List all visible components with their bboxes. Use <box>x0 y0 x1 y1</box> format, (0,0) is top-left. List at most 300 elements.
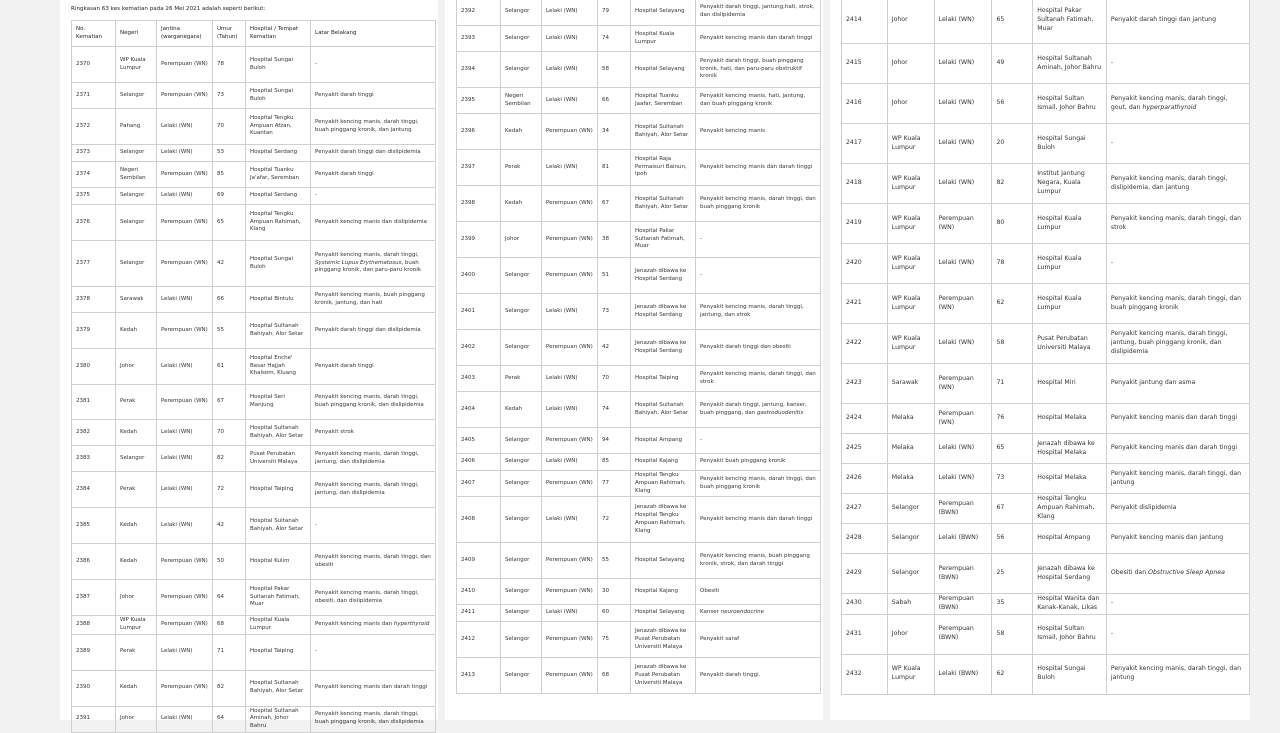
hospital-cell: Hospital Ampang <box>1033 524 1107 554</box>
background-cell: Penyakit darah tinggi dan obesiti <box>696 330 821 366</box>
background-cell: Penyakit kencing manis, darah tinggi, obesiti, dan dislipidemia <box>311 580 436 616</box>
state-cell: Selangor <box>116 188 157 205</box>
gender-cell: Lelaki (WN) <box>157 508 213 544</box>
background-cell <box>1106 84 1249 124</box>
case-number-cell: 2431 <box>842 614 888 654</box>
state-cell: Kedah <box>116 670 157 706</box>
table-row <box>72 420 436 446</box>
background-cell <box>311 616 436 635</box>
gender-cell: Lelaki (WN) <box>157 472 213 508</box>
background-cell: Penyakit darah tinggi <box>311 162 436 188</box>
hospital-cell: Hospital Ampang <box>631 428 696 454</box>
state-cell: Kedah <box>501 392 542 428</box>
table-row <box>72 634 436 670</box>
background-cell: - <box>311 634 436 670</box>
hospital-cell: Hospital Selayang <box>631 605 696 622</box>
table-row <box>72 508 436 544</box>
table-row <box>457 366 821 392</box>
gender-cell: Lelaki (WN) <box>542 0 598 26</box>
table-row <box>842 84 1250 124</box>
age-cell: 76 <box>992 404 1033 434</box>
hospital-cell: Hospital Wanita dan Kanak-Kanak, Likas <box>1033 594 1107 615</box>
gender-cell: Lelaki (WN) <box>157 109 213 145</box>
gender-cell: Lelaki (WN) <box>934 164 992 204</box>
table-row <box>457 579 821 605</box>
age-cell: 80 <box>992 204 1033 244</box>
age-cell: 82 <box>213 446 246 472</box>
hospital-cell: Hospital Melaka <box>1033 404 1107 434</box>
hospital-cell: Hospital Kuala Lumpur <box>1033 244 1107 284</box>
gender-cell: Lelaki (WN) <box>934 434 992 464</box>
case-number-cell: 2378 <box>72 287 116 313</box>
hospital-cell: Hospital Taiping <box>246 472 311 508</box>
background-cell: - <box>1106 614 1249 654</box>
table-row <box>842 554 1250 594</box>
case-number-cell: 2425 <box>842 434 888 464</box>
background-cell: Penyakit strok <box>311 420 436 446</box>
case-number-cell: 2389 <box>72 634 116 670</box>
hospital-cell: Hospital Miri <box>1033 364 1107 404</box>
hospital-cell: Hospital Kuala Lumpur <box>1033 284 1107 324</box>
age-cell: 55 <box>213 313 246 349</box>
age-cell: 73 <box>213 83 246 109</box>
text-segment: Penyakit kencing manis, darah tinggi, gout, dan <box>1110 94 1228 111</box>
state-cell: Selangor <box>887 524 934 554</box>
age-cell: 51 <box>598 258 631 294</box>
state-cell: Selangor <box>116 145 157 162</box>
state-cell: Selangor <box>501 579 542 605</box>
age-cell: 67 <box>598 186 631 222</box>
state-cell: Kedah <box>116 508 157 544</box>
table-row <box>72 162 436 188</box>
hospital-cell: Jenazah dibawa ke Hospital Serdang <box>1033 554 1107 594</box>
gender-cell: Perempuan (WN) <box>542 471 598 497</box>
background-cell: Penyakit kencing manis dan darah tinggi <box>696 26 821 52</box>
background-cell: Penyakit kencing manis, darah tinggi, jantung, dan strok <box>696 294 821 330</box>
case-number-cell: 2408 <box>457 497 501 543</box>
hospital-cell: Hospital Sultanah Bahiyah, Alor Setar <box>246 670 311 706</box>
table-row <box>457 543 821 579</box>
state-cell: Johor <box>116 580 157 616</box>
age-cell: 71 <box>213 634 246 670</box>
case-number-cell: 2377 <box>72 241 116 287</box>
state-cell: Selangor <box>501 0 542 26</box>
gender-cell: Perempuan (WN) <box>157 385 213 420</box>
case-number-cell: 2379 <box>72 313 116 349</box>
gender-cell: Perempuan (WN) <box>157 580 213 616</box>
gender-cell: Perempuan (WN) <box>934 404 992 434</box>
state-cell: Johor <box>116 706 157 732</box>
table-row <box>72 349 436 385</box>
gender-cell: Perempuan (BWN) <box>934 594 992 615</box>
gender-cell: Perempuan (WN) <box>542 222 598 258</box>
background-cell: Penyakit saraf <box>696 622 821 658</box>
table-row <box>457 186 821 222</box>
age-cell: 94 <box>598 428 631 454</box>
case-number-cell: 2402 <box>457 330 501 366</box>
age-cell: 30 <box>598 579 631 605</box>
gender-cell: Lelaki (WN) <box>934 124 992 164</box>
background-cell: Penyakit kencing manis dan darah tinggi <box>696 497 821 543</box>
gender-cell: Lelaki (WN) <box>157 287 213 313</box>
case-number-cell: 2396 <box>457 114 501 150</box>
age-cell: 85 <box>598 454 631 471</box>
state-cell: Perak <box>116 472 157 508</box>
state-cell: Selangor <box>501 658 542 694</box>
state-cell: Perak <box>501 150 542 186</box>
case-number-cell: 2372 <box>72 109 116 145</box>
background-cell <box>1106 554 1249 594</box>
state-cell: WP Kuala Lumpur <box>887 204 934 244</box>
table-row <box>457 150 821 186</box>
gender-cell: Lelaki (WN) <box>934 244 992 284</box>
age-cell: 74 <box>598 26 631 52</box>
gender-cell: Perempuan (WN) <box>542 428 598 454</box>
state-cell: Negeri Sembilan <box>116 162 157 188</box>
case-number-cell: 2418 <box>842 164 888 204</box>
gender-cell: Perempuan (WN) <box>542 258 598 294</box>
age-cell: 64 <box>213 706 246 732</box>
table-row <box>842 614 1250 654</box>
background-cell: Penyakit kencing manis dan darah tinggi <box>696 150 821 186</box>
age-cell: 78 <box>992 244 1033 284</box>
age-cell: 65 <box>992 434 1033 464</box>
case-number-cell: 2427 <box>842 494 888 524</box>
table-row <box>72 385 436 420</box>
table-row <box>842 524 1250 554</box>
gender-cell: Lelaki (WN) <box>157 706 213 732</box>
hospital-cell: Hospital Serdang <box>246 145 311 162</box>
age-cell: 65 <box>992 0 1033 44</box>
gender-cell: Lelaki (BWN) <box>934 654 992 694</box>
case-number-cell: 2417 <box>842 124 888 164</box>
case-number-cell: 2424 <box>842 404 888 434</box>
gender-cell: Lelaki (WN) <box>157 446 213 472</box>
age-cell: 42 <box>213 508 246 544</box>
case-number-cell: 2382 <box>72 420 116 446</box>
age-cell: 72 <box>598 497 631 543</box>
hospital-cell: Hospital Kajang <box>631 579 696 605</box>
background-cell: - <box>1106 124 1249 164</box>
case-number-cell: 2393 <box>457 26 501 52</box>
text-segment: Penyakit kencing manis dan <box>315 620 394 627</box>
death-cases-table <box>71 20 436 733</box>
background-cell: - <box>1106 244 1249 284</box>
italic-term: hyperthyroid <box>393 620 430 627</box>
hospital-cell: Hospital Pakar Sultanah Fatimah, Muar <box>1033 0 1107 44</box>
case-number-cell: 2375 <box>72 188 116 205</box>
document-page-1 <box>60 0 438 730</box>
hospital-cell: Pusat Perubatan Universiti Malaya <box>246 446 311 472</box>
background-cell: Penyakit kencing manis, darah tinggi, dan buah pinggang kronik <box>696 471 821 497</box>
death-cases-table <box>456 0 821 694</box>
gender-cell: Perempuan (WN) <box>157 670 213 706</box>
table-row <box>842 464 1250 494</box>
gender-cell: Lelaki (WN) <box>542 497 598 543</box>
case-number-cell: 2383 <box>72 446 116 472</box>
background-cell: - <box>311 47 436 83</box>
column-header: Jantina (warganegara) <box>157 21 213 47</box>
table-row <box>72 472 436 508</box>
state-cell: Selangor <box>116 205 157 241</box>
text-segment: Penyakit kencing manis, darah tinggi, <box>315 251 419 258</box>
case-number-cell: 2403 <box>457 366 501 392</box>
column-header: Negeri <box>116 21 157 47</box>
case-number-cell: 2394 <box>457 52 501 88</box>
case-number-cell: 2414 <box>842 0 888 44</box>
state-cell: Selangor <box>887 554 934 594</box>
text-segment: Kanser <box>700 609 721 616</box>
case-number-cell: 2407 <box>457 471 501 497</box>
state-cell: Sarawak <box>887 364 934 404</box>
case-number-cell: 2411 <box>457 605 501 622</box>
hospital-cell: Hospital Sultanah Bahiyah, Alor Setar <box>631 186 696 222</box>
case-number-cell: 2386 <box>72 544 116 580</box>
case-number-cell: 2373 <box>72 145 116 162</box>
state-cell: Selangor <box>501 428 542 454</box>
text-segment: Obesiti dan <box>1110 569 1149 577</box>
state-cell: Selangor <box>501 294 542 330</box>
case-number-cell: 2413 <box>457 658 501 694</box>
case-number-cell: 2423 <box>842 364 888 404</box>
case-number-cell: 2406 <box>457 454 501 471</box>
hospital-cell: Hospital Sultan Ismail, Johor Bahru <box>1033 614 1107 654</box>
age-cell: 55 <box>598 543 631 579</box>
background-cell: Penyakit kencing manis, buah pinggang kronik, jantung, dan hati <box>311 287 436 313</box>
table-row <box>457 392 821 428</box>
state-cell: Selangor <box>501 454 542 471</box>
hospital-cell: Hospital Serdang <box>246 188 311 205</box>
age-cell: 81 <box>598 150 631 186</box>
state-cell: WP Kuala Lumpur <box>887 284 934 324</box>
background-cell: Penyakit buah pinggang kronik <box>696 454 821 471</box>
table-row <box>72 580 436 616</box>
table-row <box>72 616 436 635</box>
age-cell: 58 <box>992 614 1033 654</box>
state-cell: WP Kuala Lumpur <box>887 654 934 694</box>
background-cell: - <box>1106 594 1249 615</box>
age-cell: 69 <box>213 188 246 205</box>
hospital-cell: Hospital Kulim <box>246 544 311 580</box>
hospital-cell: Hospital Kuala Lumpur <box>1033 204 1107 244</box>
case-number-cell: 2432 <box>842 654 888 694</box>
table-row <box>842 164 1250 204</box>
background-cell: Penyakit kencing manis, darah tinggi, buah pinggang kronik, dan jantung <box>311 109 436 145</box>
background-cell: Penyakit kencing manis dan jantung <box>1106 524 1249 554</box>
hospital-cell: Hospital Seri Manjung <box>246 385 311 420</box>
background-cell: Penyakit kencing manis, darah tinggi, dan obesiti <box>311 544 436 580</box>
state-cell: Selangor <box>501 26 542 52</box>
table-row <box>457 52 821 88</box>
hospital-cell: Hospital Tengku Ampuan Afzan, Kuantan <box>246 109 311 145</box>
hospital-cell: Hospital Melaka <box>1033 464 1107 494</box>
gender-cell: Perempuan (BWN) <box>934 554 992 594</box>
gender-cell: Lelaki (WN) <box>934 324 992 364</box>
hospital-cell: Hospital Kajang <box>631 454 696 471</box>
background-cell: Penyakit kencing manis, buah pinggang kronik, strok, dan darah tinggi <box>696 543 821 579</box>
hospital-cell: Hospital Tengku Ampuan Rahimah, Klang <box>1033 494 1107 524</box>
background-cell: Penyakit kencing manis, darah tinggi, jantung, buah pinggang kronik, dan dislipidemia <box>1106 324 1249 364</box>
table-row <box>457 330 821 366</box>
age-cell: 71 <box>992 364 1033 404</box>
age-cell: 61 <box>213 349 246 385</box>
hospital-cell: Jenazah dibawa ke Pusat Perubatan Universiti Malaya <box>631 658 696 694</box>
table-header-row <box>72 21 436 47</box>
background-cell: Obesiti <box>696 579 821 605</box>
death-cases-table <box>841 0 1250 695</box>
case-number-cell: 2419 <box>842 204 888 244</box>
case-number-cell: 2420 <box>842 244 888 284</box>
column-header: Umur (Tahun) <box>213 21 246 47</box>
table-row <box>457 294 821 330</box>
hospital-cell: Hospital Selayang <box>631 543 696 579</box>
table-row <box>72 47 436 83</box>
age-cell: 64 <box>213 580 246 616</box>
state-cell: Kedah <box>116 420 157 446</box>
gender-cell: Lelaki (WN) <box>542 88 598 114</box>
case-number-cell: 2398 <box>457 186 501 222</box>
table-row <box>842 44 1250 84</box>
background-cell: - <box>311 188 436 205</box>
state-cell: Selangor <box>116 446 157 472</box>
table-row <box>72 706 436 732</box>
table-row <box>72 145 436 162</box>
case-number-cell: 2428 <box>842 524 888 554</box>
background-cell: Penyakit dislipidemia <box>1106 494 1249 524</box>
gender-cell: Perempuan (WN) <box>934 284 992 324</box>
gender-cell: Perempuan (WN) <box>542 330 598 366</box>
hospital-cell: Hospital Bintulu <box>246 287 311 313</box>
table-row <box>842 204 1250 244</box>
state-cell: Johor <box>887 0 934 44</box>
gender-cell: Lelaki (WN) <box>542 392 598 428</box>
background-cell: - <box>311 508 436 544</box>
age-cell: 82 <box>992 164 1033 204</box>
hospital-cell: Jenazah dibawa ke Pusat Perubatan Universiti Malaya <box>631 622 696 658</box>
document-page-2 <box>445 0 823 720</box>
background-cell: - <box>696 222 821 258</box>
gender-cell: Perempuan (WN) <box>542 579 598 605</box>
hospital-cell: Hospital Sungai Buloh <box>246 47 311 83</box>
state-cell: Johor <box>116 349 157 385</box>
state-cell: Pahang <box>116 109 157 145</box>
state-cell: Selangor <box>501 605 542 622</box>
hospital-cell: Institut Jantung Negara, Kuala Lumpur <box>1033 164 1107 204</box>
case-number-cell: 2384 <box>72 472 116 508</box>
table-row <box>842 0 1250 44</box>
state-cell: Selangor <box>116 83 157 109</box>
table-row <box>72 287 436 313</box>
age-cell: 79 <box>598 0 631 26</box>
gender-cell: Lelaki (WN) <box>542 366 598 392</box>
gender-cell: Lelaki (WN) <box>934 44 992 84</box>
table-row <box>842 244 1250 284</box>
hospital-cell: Hospital Sultan Ismail, Johor Bahru <box>1033 84 1107 124</box>
table-row <box>72 188 436 205</box>
gender-cell: Perempuan (WN) <box>157 205 213 241</box>
age-cell: 68 <box>598 658 631 694</box>
state-cell: Kedah <box>501 114 542 150</box>
age-cell: 38 <box>598 222 631 258</box>
age-cell: 72 <box>213 472 246 508</box>
hospital-cell: Hospital Sungai Buloh <box>1033 654 1107 694</box>
case-number-cell: 2415 <box>842 44 888 84</box>
case-number-cell: 2385 <box>72 508 116 544</box>
background-cell: Penyakit kencing manis, darah tinggi, dan buah pinggang kronik <box>696 186 821 222</box>
table-row <box>457 26 821 52</box>
case-number-cell: 2421 <box>842 284 888 324</box>
table-row <box>457 497 821 543</box>
age-cell: 66 <box>598 88 631 114</box>
age-cell: 60 <box>598 605 631 622</box>
background-cell: Penyakit darah tinggi dan dislipidemia <box>311 313 436 349</box>
background-cell: Penyakit darah tinggi dan jantung <box>1106 0 1249 44</box>
hospital-cell: Hospital Tuanku Jaafar, Seremban <box>631 88 696 114</box>
state-cell: Selangor <box>501 258 542 294</box>
case-number-cell: 2388 <box>72 616 116 635</box>
hospital-cell: Hospital Sultanah Bahiyah, Alor Setar <box>246 313 311 349</box>
age-cell: 50 <box>213 544 246 580</box>
state-cell: Selangor <box>501 52 542 88</box>
gender-cell: Perempuan (WN) <box>542 114 598 150</box>
background-cell: Penyakit kencing manis dan dislipidemia <box>311 205 436 241</box>
hospital-cell: Jenazah dibawa ke Hospital Melaka <box>1033 434 1107 464</box>
italic-term: Obstructive Sleep Apnea <box>1148 569 1225 577</box>
background-cell: Penyakit darah tinggi. <box>696 658 821 694</box>
background-cell: Penyakit kencing manis, darah tinggi, jantung, dan dislipidemia <box>311 472 436 508</box>
state-cell: Melaka <box>887 404 934 434</box>
state-cell: Sabah <box>887 594 934 615</box>
state-cell: Kedah <box>116 544 157 580</box>
gender-cell: Lelaki (WN) <box>542 150 598 186</box>
hospital-cell: Jenazah dibawa ke Hospital Serdang <box>631 258 696 294</box>
gender-cell: Perempuan (BWN) <box>934 494 992 524</box>
hospital-cell: Hospital Sungai Buloh <box>246 241 311 287</box>
gender-cell: Lelaki (WN) <box>157 145 213 162</box>
age-cell: 56 <box>992 84 1033 124</box>
age-cell: 34 <box>598 114 631 150</box>
background-cell: Penyakit kencing manis, darah tinggi, dan strok <box>696 366 821 392</box>
age-cell: 49 <box>992 44 1033 84</box>
age-cell: 78 <box>213 47 246 83</box>
state-cell: Selangor <box>501 497 542 543</box>
background-cell: Penyakit darah tinggi, buah pinggang kronik, hati, dan paru-paru obstruktif kronik <box>696 52 821 88</box>
gender-cell: Perempuan (WN) <box>157 241 213 287</box>
state-cell: Johor <box>887 614 934 654</box>
table-row <box>842 404 1250 434</box>
age-cell: 73 <box>992 464 1033 494</box>
background-cell: Penyakit kencing manis <box>696 114 821 150</box>
gender-cell: Lelaki (WN) <box>934 0 992 44</box>
state-cell: Melaka <box>887 464 934 494</box>
gender-cell: Perempuan (WN) <box>157 616 213 635</box>
age-cell: 85 <box>213 162 246 188</box>
state-cell: Selangor <box>887 494 934 524</box>
gender-cell: Lelaki (WN) <box>157 349 213 385</box>
table-caption: Ringkasan 63 kes kematian pada 26 Mei 2021 adalah seperti berikut: <box>71 6 266 12</box>
age-cell: 35 <box>992 594 1033 615</box>
state-cell: Selangor <box>501 471 542 497</box>
state-cell: WP Kuala Lumpur <box>887 164 934 204</box>
table-row <box>457 0 821 26</box>
case-number-cell: 2371 <box>72 83 116 109</box>
gender-cell: Perempuan (WN) <box>542 543 598 579</box>
background-cell: Penyakit kencing manis, darah tinggi, dan strok <box>1106 204 1249 244</box>
case-number-cell: 2416 <box>842 84 888 124</box>
background-cell: - <box>696 428 821 454</box>
case-number-cell: 2410 <box>457 579 501 605</box>
state-cell: Perak <box>116 385 157 420</box>
